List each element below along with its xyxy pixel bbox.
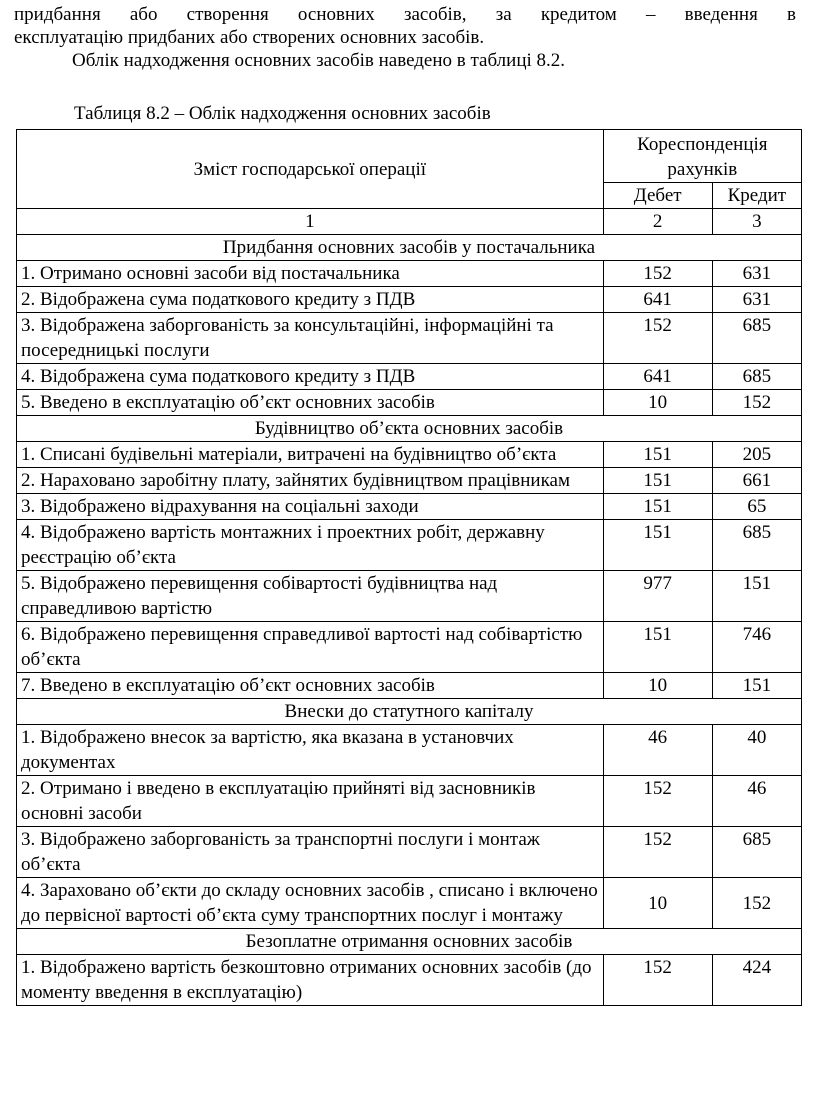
operation-text: 1. Списані будівельні матеріали, витрачені на будівництво об’єкта xyxy=(17,442,604,468)
table-row xyxy=(17,673,802,699)
operation-text: 4. Зараховано об’єкти до складу основних засобів , списано і включено до первісної вартості об’єкта суму транспортних послуг і монтажу xyxy=(17,878,604,929)
credit-account: 661 xyxy=(712,468,801,494)
operation-text: 3. Відображено відрахування на соціальні заходи xyxy=(17,494,604,520)
debit-account: 641 xyxy=(603,364,712,390)
table-row xyxy=(17,622,802,673)
table-row xyxy=(17,364,802,390)
credit-account: 685 xyxy=(712,520,801,571)
debit-account: 641 xyxy=(603,287,712,313)
operation-text: 5. Відображено перевищення собівартості будівництва над справедливою вартістю xyxy=(17,571,604,622)
debit-account: 10 xyxy=(603,878,712,929)
debit-account: 152 xyxy=(603,955,712,1006)
credit-account: 685 xyxy=(712,827,801,878)
table-row xyxy=(17,571,802,622)
credit-account: 424 xyxy=(712,955,801,1006)
operation-text: 3. Відображено заборгованість за транспортні послуги і монтаж об’єкта xyxy=(17,827,604,878)
table-row xyxy=(17,494,802,520)
section-row xyxy=(17,699,802,725)
debit-account: 151 xyxy=(603,494,712,520)
intro-line-2: експлуатацію придбаних або створених основних засобів. xyxy=(14,27,485,48)
credit-account: 685 xyxy=(712,364,801,390)
section-row xyxy=(17,929,802,955)
table-row xyxy=(17,390,802,416)
credit-account: 65 xyxy=(712,494,801,520)
debit-account: 151 xyxy=(603,520,712,571)
debit-account: 10 xyxy=(603,673,712,699)
section-title: Будівництво об’єкта основних засобів xyxy=(17,416,802,442)
credit-account: 746 xyxy=(712,622,801,673)
table-row xyxy=(17,725,802,776)
intro-line-1: придбання або створення основних засобів, за кредитом – введення в xyxy=(14,4,796,25)
header-operation: Зміст господарської операції xyxy=(17,130,604,209)
operation-text: 1. Відображено вартість безкоштовно отриманих основних засобів (до моменту введення в експлуатацію) xyxy=(17,955,604,1006)
operation-text: 7. Введено в експлуатацію об’єкт основних засобів xyxy=(17,673,604,699)
credit-account: 205 xyxy=(712,442,801,468)
header-correspondence: Кореспонденція рахунків xyxy=(603,130,801,183)
debit-account: 151 xyxy=(603,442,712,468)
credit-account: 152 xyxy=(712,878,801,929)
debit-account: 152 xyxy=(603,313,712,364)
header-col-number-2: 2 xyxy=(603,209,712,235)
credit-account: 685 xyxy=(712,313,801,364)
operation-text: 1. Отримано основні засоби від постачальника xyxy=(17,261,604,287)
credit-account: 631 xyxy=(712,261,801,287)
table-row xyxy=(17,287,802,313)
operation-text: 2. Відображена сума податкового кредиту з ПДВ xyxy=(17,287,604,313)
debit-account: 152 xyxy=(603,261,712,287)
table-row xyxy=(17,468,802,494)
section-title: Внески до статутного капіталу xyxy=(17,699,802,725)
table-row xyxy=(17,878,802,929)
table-row xyxy=(17,827,802,878)
table-row xyxy=(17,442,802,468)
header-col-number-3: 3 xyxy=(712,209,801,235)
table-row xyxy=(17,776,802,827)
header-debit: Дебет xyxy=(603,183,712,209)
credit-account: 151 xyxy=(712,673,801,699)
table-body xyxy=(17,235,802,1006)
operation-text: 5. Введено в експлуатацію об’єкт основних засобів xyxy=(17,390,604,416)
debit-account: 151 xyxy=(603,622,712,673)
operation-text: 2. Нараховано заробітну плату, зайнятих будівництвом працівникам xyxy=(17,468,604,494)
credit-account: 40 xyxy=(712,725,801,776)
credit-account: 46 xyxy=(712,776,801,827)
debit-account: 152 xyxy=(603,776,712,827)
section-title: Безоплатне отримання основних засобів xyxy=(17,929,802,955)
operation-text: 2. Отримано і введено в експлуатацію прийняті від засновників основні засоби xyxy=(17,776,604,827)
intro-paragraph-2: Облік надходження основних засобів наведено в таблиці 8.2. xyxy=(72,50,566,71)
debit-account: 152 xyxy=(603,827,712,878)
header-col-number-1: 1 xyxy=(17,209,604,235)
debit-account: 977 xyxy=(603,571,712,622)
table-row xyxy=(17,261,802,287)
accounting-table xyxy=(16,129,802,1006)
debit-account: 46 xyxy=(603,725,712,776)
credit-account: 151 xyxy=(712,571,801,622)
table-row xyxy=(17,520,802,571)
operation-text: 4. Відображена сума податкового кредиту з ПДВ xyxy=(17,364,604,390)
table-caption: Таблиця 8.2 – Облік надходження основних засобів xyxy=(74,103,491,124)
debit-account: 151 xyxy=(603,468,712,494)
operation-text: 6. Відображено перевищення справедливої вартості над собівартістю об’єкта xyxy=(17,622,604,673)
header-credit: Кредит xyxy=(712,183,801,209)
section-row xyxy=(17,235,802,261)
operation-text: 1. Відображено внесок за вартістю, яка вказана в установчих документах xyxy=(17,725,604,776)
operation-text: 3. Відображена заборгованість за консультаційні, інформаційні та посередницькі послуги xyxy=(17,313,604,364)
operation-text: 4. Відображено вартість монтажних і проектних робіт, державну реєстрацію об’єкта xyxy=(17,520,604,571)
section-title: Придбання основних засобів у постачальника xyxy=(17,235,802,261)
credit-account: 152 xyxy=(712,390,801,416)
table-row xyxy=(17,955,802,1006)
debit-account: 10 xyxy=(603,390,712,416)
section-row xyxy=(17,416,802,442)
credit-account: 631 xyxy=(712,287,801,313)
table-row xyxy=(17,313,802,364)
